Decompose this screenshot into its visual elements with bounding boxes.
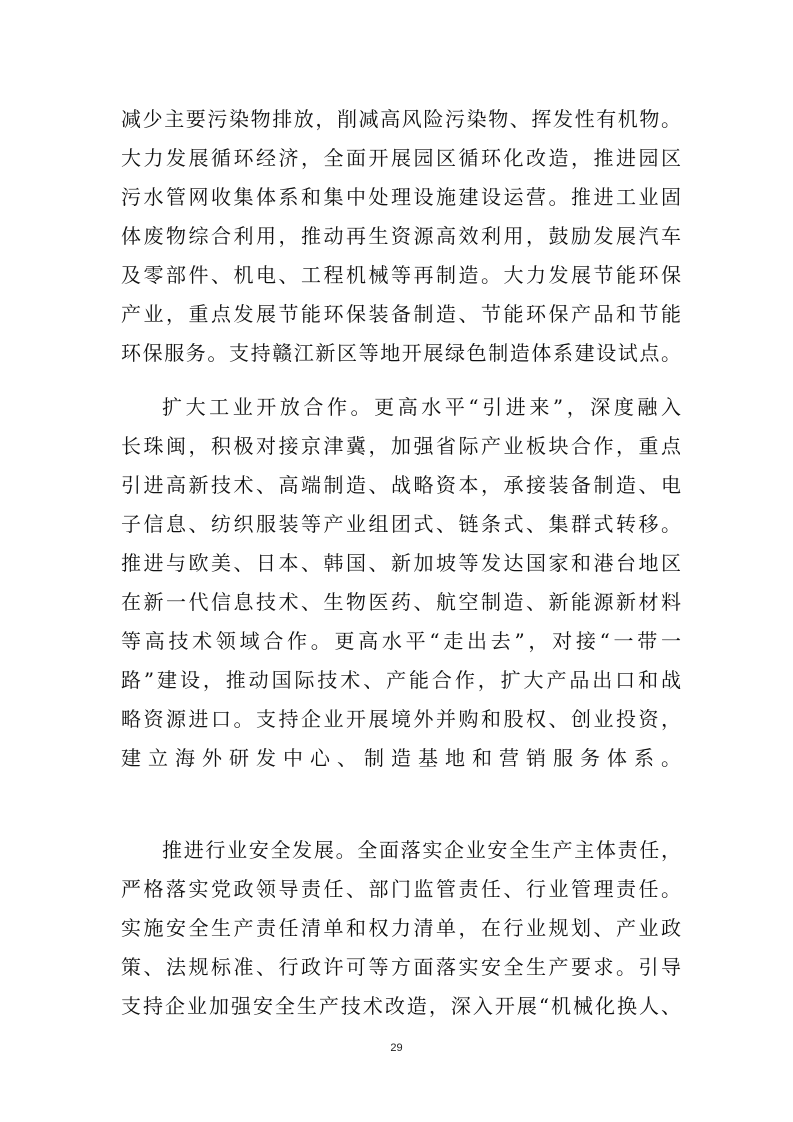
text-line: 推进行业安全发展。全面落实企业安全生产主体责任， — [162, 838, 681, 862]
text-line: 严格落实党政领导责任、部门监管责任、行业管理责任。 — [121, 877, 681, 901]
text-line: 扩大工业开放合作。更高水平“引进来”，深度融入 — [162, 395, 681, 419]
text-line: 及零部件、机电、工程机械等再制造。大力发展节能环保 — [121, 263, 681, 287]
text-line: 策、法规标准、行政许可等方面落实安全生产要求。引导 — [121, 955, 681, 979]
text-line: 等高技术领域合作。更高水平“走出去”，对接“一带一 — [121, 629, 681, 653]
text-line: 引进高新技术、高端制造、战略资本，承接装备制造、电 — [121, 473, 681, 497]
text-line: 实施安全生产责任清单和权力清单，在行业规划、产业政 — [121, 916, 681, 940]
text-line: 大力发展循环经济，全面开展园区循环化改造，推进园区 — [121, 146, 681, 170]
text-line: 支持企业加强安全生产技术改造，深入开展“机械化换人、 — [121, 994, 681, 1018]
text-line: 污水管网收集体系和集中处理设施建设运营。推进工业固 — [121, 185, 681, 209]
text-line: 子信息、纺织服装等产业组团式、链条式、集群式转移。 — [121, 512, 681, 536]
text-line: 略资源进口。支持企业开展境外并购和股权、创业投资， — [121, 707, 681, 731]
text-line: 减少主要污染物排放，削减高风险污染物、挥发性有机物。 — [121, 107, 681, 131]
text-line: 路”建设，推动国际技术、产能合作，扩大产品出口和战 — [121, 668, 681, 692]
text-line: 环保服务。支持赣江新区等地开展绿色制造体系建设试点。 — [121, 341, 681, 365]
text-line: 长珠闽，积极对接京津冀，加强省际产业板块合作，重点 — [121, 434, 681, 458]
text-line: 体废物综合利用，推动再生资源高效利用，鼓励发展汽车 — [121, 224, 681, 248]
text-line: 产业，重点发展节能环保装备制造、节能环保产品和节能 — [121, 302, 681, 326]
text-line: 推进与欧美、日本、韩国、新加坡等发达国家和港台地区 — [121, 551, 681, 575]
text-line: 建立海外研发中心、制造基地和营销服务体系。 — [121, 746, 681, 770]
page-number: 29 — [390, 1042, 403, 1054]
text-line: 在新一代信息技术、生物医药、航空制造、新能源新材料 — [121, 590, 681, 614]
text-line — [121, 782, 681, 812]
